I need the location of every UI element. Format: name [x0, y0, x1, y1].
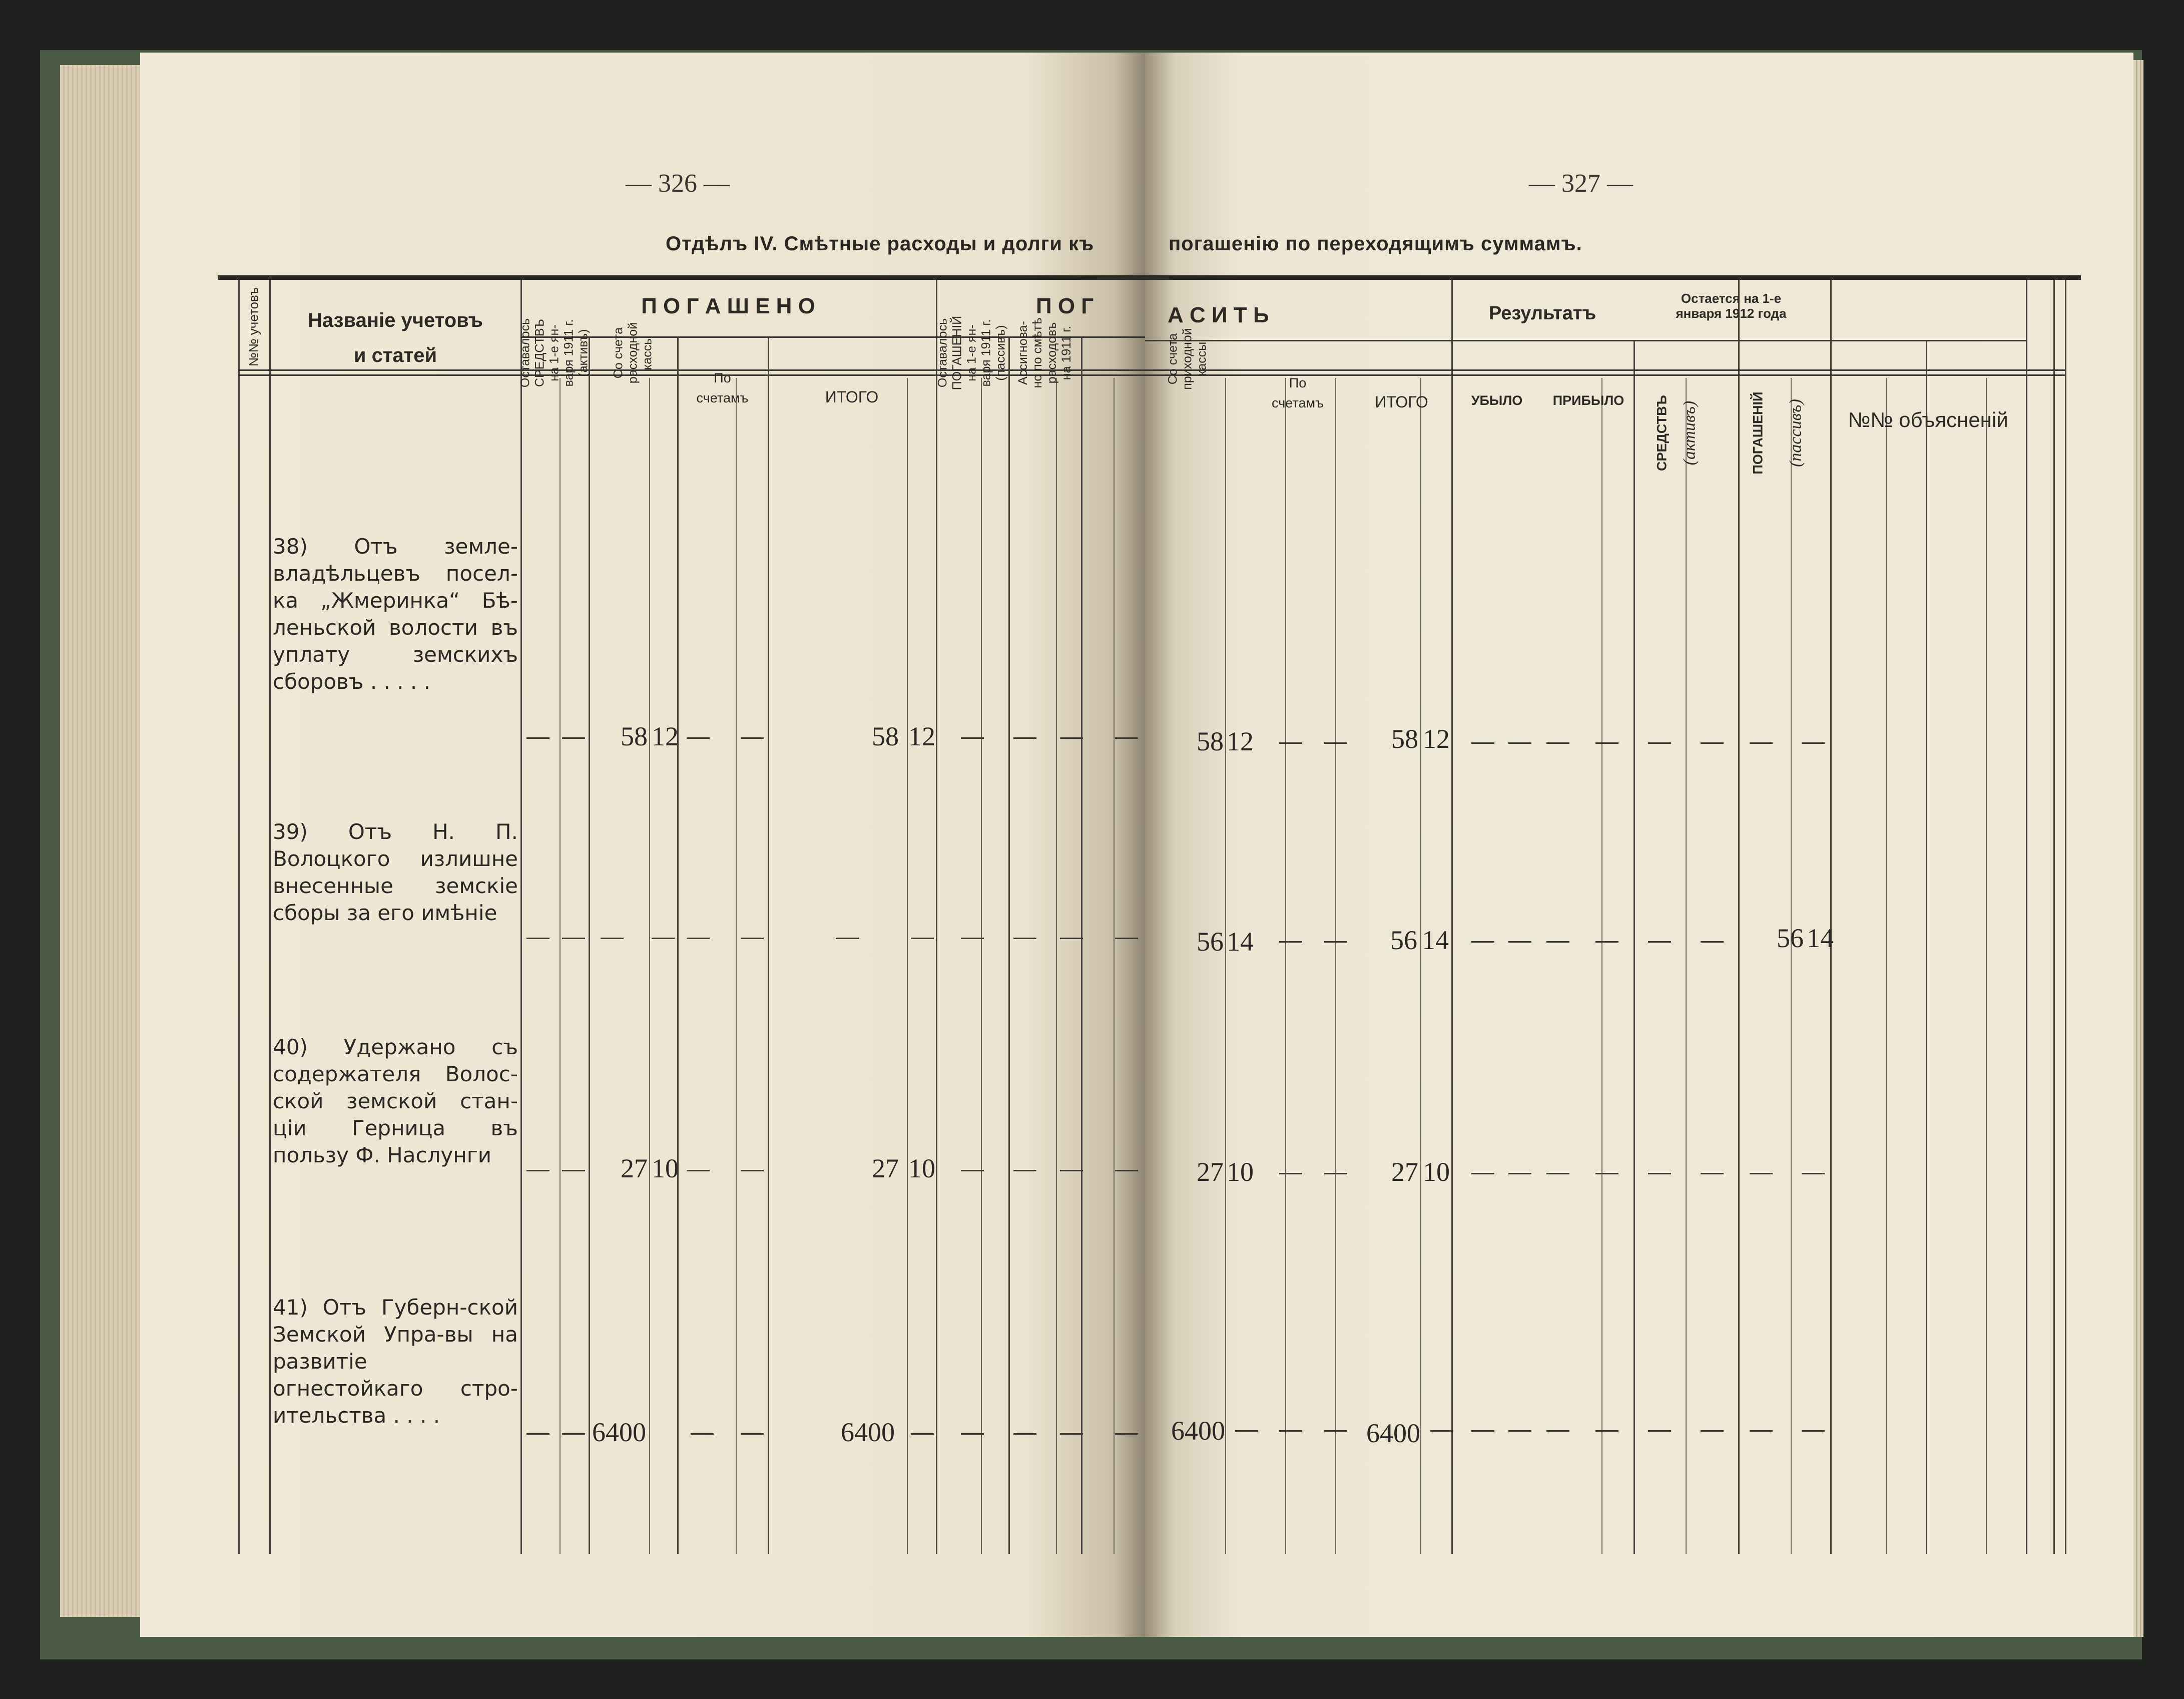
dash: [691, 1433, 714, 1435]
income-cash-header: Со счета приходной кассы: [1166, 328, 1209, 390]
dash: [961, 1433, 984, 1435]
dash: [1060, 1433, 1083, 1435]
topay-cash-rub: 27: [1197, 1157, 1224, 1187]
by-accounts-header: По счетамъ: [696, 370, 749, 405]
entry-41: 41) Отъ Губерн-ской Земской Упра-вы на развитіе огнестойкаго стро-ительства . . . .: [273, 1295, 518, 1428]
dash: [601, 938, 624, 939]
page-stack-edge: [60, 65, 150, 1617]
dash: [526, 1170, 550, 1171]
dash: [1324, 1430, 1347, 1432]
dash: [1546, 941, 1569, 943]
dash: [1235, 1430, 1258, 1432]
dash: [1013, 938, 1036, 939]
dash: [1508, 742, 1531, 744]
page-number: — 326 —: [626, 169, 730, 198]
dash: [1115, 737, 1138, 739]
to-pay-group-header-cont: А С И Т Ь: [1168, 303, 1269, 327]
paid-cash-rub: 58: [621, 721, 648, 751]
remained-active-header: Оставалось СРЕДСТВЪ на 1-е ян- варя 1911 г. (активъ): [518, 318, 591, 388]
topay-cash-kop: 12: [1227, 726, 1254, 756]
topay-cash-kop: 14: [1227, 927, 1254, 957]
funds-active-header: СРЕДСТВЪ: [1654, 395, 1670, 471]
dash: [526, 737, 550, 739]
dash: [1013, 737, 1036, 739]
dash: [1546, 742, 1569, 744]
dash: [836, 938, 859, 939]
dash: [1648, 1173, 1671, 1174]
dash: [1115, 1433, 1138, 1435]
paid-total-kop: 10: [908, 1153, 935, 1183]
result-header: Результатъ: [1488, 303, 1596, 324]
paid-cash-rub: 6400: [592, 1417, 646, 1447]
assigned-header: Ассигнова- но по смѣтѣ расходовъ на 1911 г.: [1016, 317, 1073, 388]
dash: [1595, 1430, 1618, 1432]
topay-total-kop: 14: [1422, 925, 1449, 955]
dash: [1471, 1430, 1494, 1432]
total-header: ИТОГО: [1375, 393, 1428, 411]
dash: [961, 737, 984, 739]
header-rule: [218, 275, 1145, 280]
dash: [1060, 1170, 1083, 1171]
dash: [1802, 1430, 1825, 1432]
topay-cash-rub: 6400: [1171, 1416, 1225, 1446]
dash: [562, 1170, 585, 1171]
dash: [1701, 1173, 1724, 1174]
topay-cash-rub: 58: [1197, 726, 1224, 756]
dash: [526, 1433, 550, 1435]
payments-passive-header: ПОГАШЕНІЙ: [1750, 391, 1766, 475]
header-rule: [1145, 275, 2081, 280]
entry-38: 38) Отъ земле-владѣльцевъ посел-ка „Жмеринка“ Бѣ-леньской волости въ уплату земскихъ сборовъ . . . . .: [273, 534, 518, 694]
dash: [1750, 1173, 1773, 1174]
dash: [1648, 941, 1671, 943]
payments-passive-note: (пассивъ): [1786, 399, 1805, 467]
dash: [687, 938, 710, 939]
dash: [1060, 737, 1083, 739]
dash: [1430, 1430, 1453, 1432]
remained-passive-header: Оставалось ПОГАШЕНІЙ на 1-е ян- варя 1911 г. (пассивъ): [935, 315, 1008, 390]
dash: [1115, 1170, 1138, 1171]
dash: [1648, 742, 1671, 744]
dash: [961, 1170, 984, 1171]
to-pay-group-header: П О Г: [1036, 294, 1094, 318]
dash: [1802, 742, 1825, 744]
total-header: ИТОГО: [825, 388, 879, 406]
dash: [1279, 1430, 1302, 1432]
topay-total-rub: 56: [1390, 925, 1417, 955]
dash: [1013, 1433, 1036, 1435]
remains-header: Остается на 1-е января 1912 года: [1676, 291, 1787, 321]
dash: [1750, 1430, 1773, 1432]
remain-passive-rub: 56: [1777, 923, 1804, 953]
account-no-header: №№ учетовъ: [246, 287, 261, 367]
page-number: — 327 —: [1529, 169, 1633, 198]
expense-cash-header: Со счета расходной кассы: [611, 322, 655, 384]
topay-total-kop: 10: [1423, 1157, 1450, 1187]
dash: [1802, 1173, 1825, 1174]
paid-total-kop: 12: [908, 721, 935, 751]
section-title: погашенію по переходящимъ суммамъ.: [1169, 233, 1582, 255]
remain-passive-kop: 14: [1807, 923, 1834, 953]
dash: [1595, 742, 1618, 744]
dash: [1648, 1430, 1671, 1432]
dash: [1701, 941, 1724, 943]
dash: [562, 938, 585, 939]
dash: [1701, 742, 1724, 744]
paid-total-rub: 27: [872, 1153, 899, 1183]
dash: [741, 1170, 764, 1171]
dash: [911, 938, 934, 939]
topay-total-rub: 27: [1391, 1157, 1418, 1187]
dash: [1595, 1173, 1618, 1174]
paid-cash-kop: 12: [652, 721, 679, 751]
left-page: [140, 53, 1145, 1637]
entry-39: 39) Отъ Н. П. Волоцкого излишне внесенные земскіе сборы за его имѣніе: [273, 819, 518, 925]
topay-total-rub: 58: [1391, 724, 1418, 754]
dash: [911, 1433, 934, 1435]
dash: [1115, 938, 1138, 939]
increased-header: ПРИБЫЛО: [1552, 393, 1624, 408]
dash: [1508, 941, 1531, 943]
dash: [1279, 742, 1302, 744]
dash: [1595, 941, 1618, 943]
decreased-header: УБЫЛО: [1471, 393, 1523, 408]
dash: [652, 938, 675, 939]
dash: [1324, 742, 1347, 744]
dash: [1013, 1170, 1036, 1171]
dash: [741, 1433, 764, 1435]
dash: [1701, 1430, 1724, 1432]
dash: [687, 1170, 710, 1171]
dash: [1060, 938, 1083, 939]
explanations-header: №№ объясненій: [1848, 408, 2008, 432]
dash: [961, 938, 984, 939]
dash: [1508, 1430, 1531, 1432]
funds-active-note: (активъ): [1680, 400, 1699, 466]
dash: [1471, 1173, 1494, 1174]
paid-total-rub: 58: [872, 721, 899, 751]
dash: [1279, 1173, 1302, 1174]
paid-cash-kop: 10: [652, 1153, 679, 1183]
entry-40: 40) Удержано съ содержателя Волос-ской земской стан-ціи Герница въ пользу Ф. Наслунги: [273, 1035, 518, 1167]
dash: [741, 737, 764, 739]
right-page: [1145, 53, 2133, 1637]
dash: [1471, 742, 1494, 744]
dash: [562, 1433, 585, 1435]
dash: [1471, 941, 1494, 943]
dash: [1324, 941, 1347, 943]
dash: [1508, 1173, 1531, 1174]
paid-cash-rub: 27: [621, 1153, 648, 1183]
paid-group-header: П О Г А Ш Е Н О: [641, 294, 815, 318]
paid-total-rub: 6400: [841, 1417, 895, 1447]
by-accounts-header: По счетамъ: [1272, 375, 1324, 410]
dash: [687, 737, 710, 739]
dash: [1324, 1173, 1347, 1174]
dash: [741, 938, 764, 939]
topay-cash-kop: 10: [1227, 1157, 1254, 1187]
dash: [562, 737, 585, 739]
topay-cash-rub: 56: [1197, 927, 1224, 957]
dash: [1546, 1173, 1569, 1174]
section-title: Отдѣлъ IV. Смѣтные расходы и долги къ: [666, 233, 1095, 255]
dash: [526, 938, 550, 939]
dash: [1546, 1430, 1569, 1432]
topay-total-kop: 12: [1423, 724, 1450, 754]
topay-total-rub: 6400: [1366, 1418, 1420, 1448]
dash: [1750, 742, 1773, 744]
dash: [1279, 941, 1302, 943]
name-header: Названіе учетовъ и статей: [308, 309, 483, 366]
